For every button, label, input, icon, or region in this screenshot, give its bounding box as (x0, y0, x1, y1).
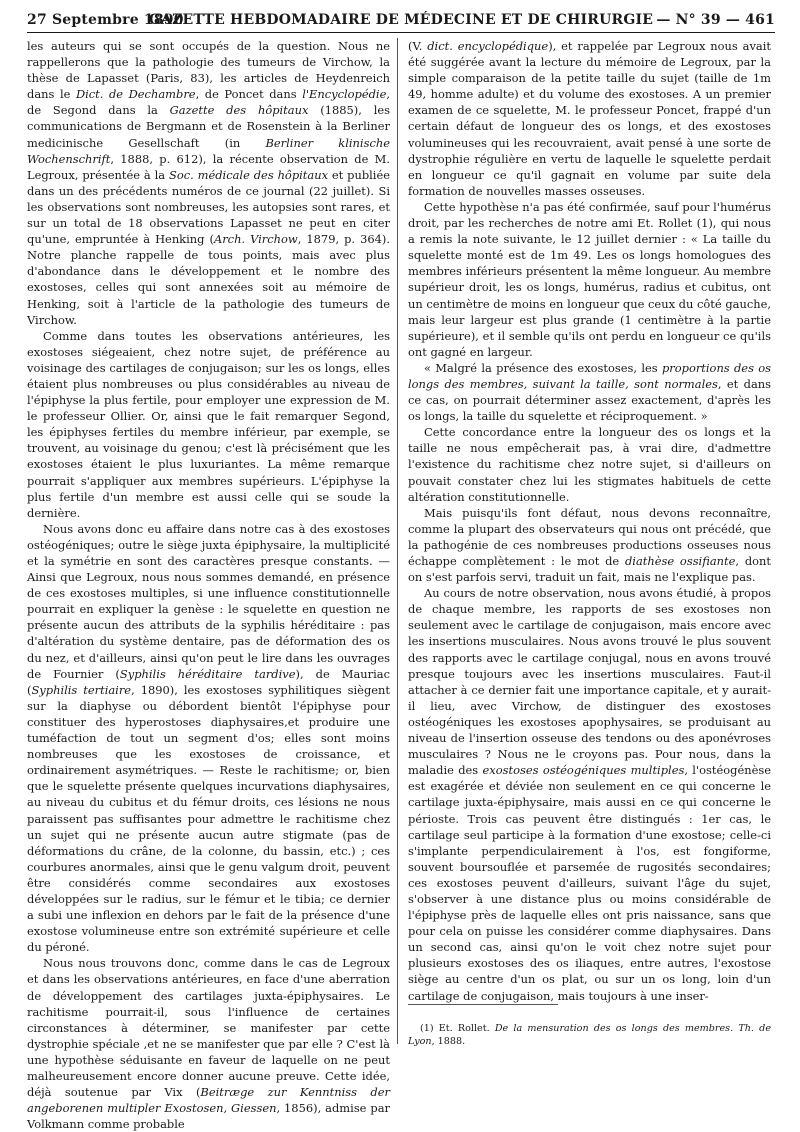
italic-text-run: diathèse ossifiante (624, 554, 736, 568)
italic-text-run: dict. encyclopédique (427, 39, 549, 53)
text-run: , de Segond dans la (27, 87, 391, 118)
column-divider (397, 38, 398, 1044)
italic-text-run: proportions des os longs des membres, suivant la taille, sont normales (408, 360, 772, 391)
text-run: Mais puisqu'ils font défaut, nous devons reconnaître, comme la plupart des observateurs qui nous ont précédé, que la pathogénie de ces nombreuses productions osseuses nous échappe complètement : le mot de (408, 505, 771, 568)
italic-text-run: Gazette des hôpitaux (169, 103, 309, 118)
text-run: (1885), les communications de Bergmann et de Rosenstein à la Berliner medicinische Gesellschaft (in (27, 103, 390, 150)
header-journal-title: GAZETTE HEBDOMADAIRE DE MÉDECINE ET DE CHIRURGIE (148, 12, 654, 28)
paragraph (408, 38, 771, 199)
text-run: Nous nous trouvons donc, comme dans le cas de Legroux et dans les observations antérieures, en face d'une aberration de développement des cartilages juxta-épiphysaires. Le rachitisme pourrait-il, sous l'influence de certaines circonstances à déterminer, se manifester par cette dystrophie spéciale ,et ne se manifester que par elle ? C'est là une hypothèse séduisante en faveur de laquelle on ne peut malheureusement encore donner aucune preuve. Cette idée, déjà soutenue par Vix ( (27, 956, 390, 1100)
text-run: , de Poncet dans (195, 87, 303, 102)
text-run: Comme dans toutes les observations antérieures, les exostoses siégeaient, chez notre sujet, de préférence au voisinage des cartilages de conjugaison; sur les os longs, elles étaient plus nombreuses ou plus considérables au niveau de l'épiphyse la plus fertile, pour employer une expression de M. le professeur Ollier. Or, ainsi que le fait remarquer Segond, les épiphyses fertiles du membre inférieur, par exemple, se trouvent, au voisinage du genou; c'est là précisément que les exostoses étaient le plus luxuriantes. La même remarque pourrait s'appliquer aux membres supérieurs. L'épiphyse la plus fertile d'un membre est aussi celle qui se soude la dernière. (27, 328, 390, 520)
paragraph (408, 360, 771, 424)
italic-text-run: exostoses ostéogéniques multiples (482, 763, 685, 778)
text-run: et publiée dans un des précédents numéros de ce journal (22 juillet). Si les observations sont nombreuses, les autopsies sont rares, et sur un total de 18 observations Lapasset ne peut en citer qu'une, empruntée à Henking ( (27, 167, 391, 247)
text-run: (1) Et. Rollet. (420, 1022, 495, 1034)
text-run: « Malgré la présence des exostoses, les (424, 360, 662, 375)
paragraph (408, 505, 771, 585)
italic-text-run: Syphilis tertiaire (31, 682, 132, 697)
text-run: les auteurs qui se sont occupés de la question. Nous ne rappellerons que la pathologie des tumeurs de Virchow, la thèse de Lapasset (Paris, 83), les articles de Heydenreich dans le (27, 39, 390, 102)
text-run: Cette concordance entre la longueur des os longs et la taille ne nous empêcherait pas, à vrai dire, d'admettre l'existence du rachitisme chez notre sujet, si d'ailleurs on pouvait constater chez lui les stigmates habituels de cette altération constitutionnelle. (408, 425, 771, 504)
text-run: Cette hypothèse n'a pas été confirmée, sauf pour l'humérus droit, par les recherches de notre ami Et. Rollet (1), qui nous a remis la note suivante, le 12 juillet dernier : « La taille du squelette monté est de 1m 49. Les os longs homologues des membres inférieurs présentent la même longueur. Au membre supérieur droit, les os longs, humérus, radius et cubitus, ont un centimètre de moins en longueur que ceux du côté gauche, mais leur largeur est plus grande (1 centimètre à la partie supérieure), et il semble qu'ils ont perdu en longueur ce qu'ils ont gagné en largeur. (408, 199, 771, 359)
paragraph (27, 955, 390, 1132)
footnote-rule (408, 1004, 558, 1005)
paragraph (408, 199, 771, 360)
header-date: 27 Septembre 1890 (27, 12, 184, 28)
paragraph (27, 328, 390, 521)
paragraph (408, 424, 771, 504)
italic-text-run: De la mensuration des os longs des membres. Th. de Lyon (408, 1022, 771, 1048)
text-run: , l'ostéogénèse est exagérée et déviée non seulement en ce qui concerne le cartilage juxta-épiphysaire, mais aussi en ce qui concerne le périoste. Trois cas peuvent être distingués : 1er cas, le cartilage seul participe à la formation d'une exostose; celle-ci s'implante perpendiculairement à l'os, est fongiforme, souvent boursouflée et parsemée de rugosités secondaires; ces exostoses peuvent d'ailleurs, suivant l'âge du sujet, s'observer à une distance plus ou moins considérable de l'épiphyse près de laquelle elles ont pris naissance, sans que pour cela on puisse les considérer comme diaphysaires. Dans un second cas, ainsi qu'on le voit chez notre sujet pour plusieurs exostoses des os iliaques, entre autres, l'exostose siège au centre d'un os plat, ou sur un os long, loin d'un cartilage de conjugaison, mais toujours à une inser- (408, 763, 771, 1003)
header-issue-page-number: — N° 39 — 461 (656, 12, 775, 28)
text-run: (V. (408, 39, 428, 53)
text-run: , 1888, p. 612), la récente observation de M. Legroux, présentée à la (27, 151, 390, 182)
italic-text-run: l'Encyclopédie (302, 87, 387, 102)
paragraph (27, 38, 390, 328)
right-column (408, 38, 771, 1004)
italic-text-run: Arch. Virchow (213, 232, 298, 247)
italic-text-run: Soc. médicale des hôpitaux (168, 167, 329, 182)
text-run: , et dans ce cas, on pourrait déterminer assez exactement, d'après les os longs, la taille du squelette et réciproquement. » (408, 376, 771, 424)
paragraph (27, 521, 390, 956)
text-run: Nous avons donc eu affaire dans notre cas à des exostoses ostéogéniques; outre le siège juxta épiphysaire, la multiplicité et la symétrie en sont des caractères presque constants. — Ainsi que Legroux, nous nous sommes demandé, en présence de ces exostoses multiples, si une influence constitutionnelle pourrait en expliquer la genèse : le squelette en question ne présente aucun des attributs de la syphilis héréditaire : pas d'altération du système dentaire, pas de déformation des os du nez, et d'ailleurs, ainsi qu'on peut le lire dans les ouvrages de Fournier ( (27, 521, 390, 681)
left-column (27, 38, 390, 1132)
text-run: ), et rappelée par Legroux nous avait été suggérée avant la lecture du mémoire de Legroux, par la simple comparaison de la petite taille du sujet (taille de 1m 49, homme adulte) et du volume des exostoses. A un premier examen de ce squelette, M. le professeur Poncet, frappé d'un certain défaut de longueur des os longs, et des exostoses volumineuses qui les recouvraient, avait pensé à une sorte de dystrophie régulière en vertu de laquelle le squelette perdait en longueur ce qu'il gagnait en volume par suite dela formation de nouvelles masses osseuses. (408, 39, 771, 198)
paragraph (408, 585, 771, 1003)
italic-text-run: Berliner klinische Wochenschrift (27, 135, 390, 166)
page-header (27, 10, 775, 33)
text-run: , 1890), les exostoses syphilitiques siègent sur la diaphyse ou débordent bientôt l'épiphyse pour constituer des hyperostoses diaphysaires,et produire une tuméfaction de tout un segment d'os; elles sont moins nombreuses que les exostoses de croissance, et ordinairement asymétriques. — Reste le rachitisme; or, bien que le squelette présente quelques incurvations diaphysaires, au niveau du cubitus et du fémur droits, ces lésions ne nous paraissent pas suffisantes pour admettre le rachitisme chez un sujet qui ne présente aucun autre stigmate (pas de déformations du crâne, de la colonne, du bassin, etc.) ; ces courbures anormales, ainsi que le genu valgum droit, peuvent être considérés comme secondaires aux exostoses développées sur le radius, sur le fémur et le tibia; ce dernier a subi une inflexion en dehors par le fait de la présence d'une exostose volumineuse entre son extrémité supérieure et celle du péroné. (27, 682, 390, 955)
text-run: Au cours de notre observation, nous avons étudié, à propos de chaque membre, les rapports de ses exostoses non seulement avec le cartilage de conjugaison, mais encore avec les insertions musculaires. Nous avons trouvé le plus souvent des rapports avec le cartilage conjugal, nous en avons trouvé presque toujours avec les insertions musculaires. Faut-il attacher à ce dernier fait une importance capitale, et y aurait-il lieu, avec Virchow, de distinguer des exostoses ostéogéniques les exostoses apophysaires, se produisant au niveau de l'insertion osseuse des tendons ou des aponévroses musculaires ? Nous ne le croyons pas. Pour nous, dans la maladie des (408, 586, 771, 778)
italic-text-run: Dict. de Dechambre (75, 87, 196, 102)
text-run: , dont on s'est parfois servi, traduit un fait, mais ne l'explique pas. (408, 554, 771, 585)
italic-text-run: Beitræge zur Kenntniss der angeborenen multipler Exostosen, Giessen (27, 1085, 390, 1116)
italic-text-run: Syphilis héréditaire tardive (119, 666, 296, 681)
footnote (408, 1022, 771, 1049)
text-run: , 1879, p. 364). Notre planche rappelle de tous points, mais avec plus d'abondance dans le développement et le nombre des exostoses, celles qui sont annexées soit au mémoire de Henking, soit à l'article de la pathologie des tumeurs de Virchow. (27, 232, 391, 327)
text-run: , 1888. (431, 1036, 466, 1048)
text-run: ), de Mauriac ( (27, 666, 390, 697)
text-run: , 1856), admise par Volkmann comme probable (27, 1101, 390, 1132)
